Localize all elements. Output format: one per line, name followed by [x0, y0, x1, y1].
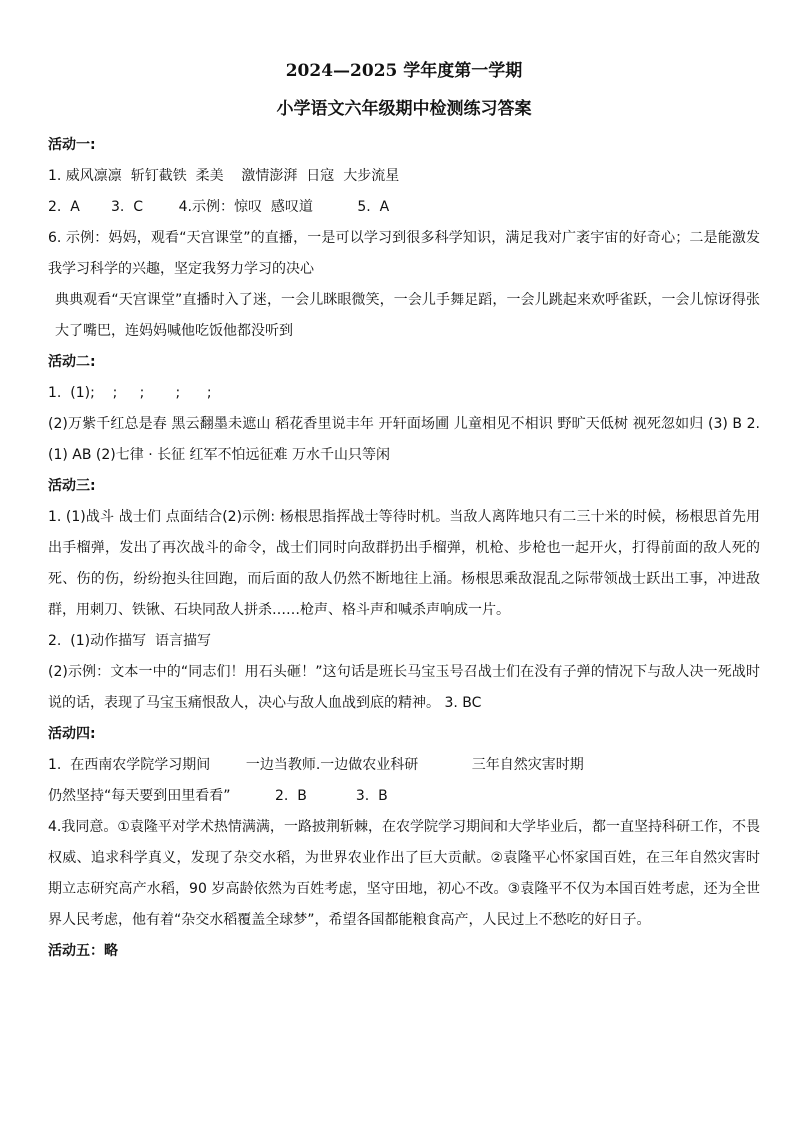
answer-paragraph: 1. (1)战斗 战士们 点面结合(2)示例: 杨根思指挥战士等待时机。当敌人离阵地只有二三十米的时候，杨根思首先用出手榴弹，发出了再次战斗的命令，战士们同时向敌群扔出手榴弹，机枪、步枪也一起开火，打得前面的敌人死的死、伤的伤，纷纷抱头往回跑，而后面的敌人仍然不断地往上涌。杨根思乘敌混乱之际带领战士跃出工事，冲进敌群，用刺刀、铁锹、石块同敌人拼杀……枪声、格斗声和喊杀声响成一片。 [48, 509, 760, 618]
answer-line: 1. 在西南农学院学习期间 一边当教师.一边做农业科研 三年自然灾害时期 [48, 757, 584, 773]
section-heading: 活动二: [48, 354, 96, 370]
page-subtitle: 小学语文六年级期中检测练习答案 [276, 99, 532, 119]
section-activity-5 [48, 936, 760, 967]
section-activity-4 [48, 719, 760, 936]
answer-line: 1. (1); ; ; ; ; [48, 385, 212, 401]
answer-sheet [48, 56, 760, 967]
section-heading: 活动五：略 [48, 943, 118, 959]
answer-paragraph: (2)示例：文本一中的“同志们！用石头砸！”这句话是班长马宝玉号召战士们在没有子弹的情况下与敌人决一死战时说的话，表现了马宝玉痛恨敌人，决心与敌人血战到底的精神。 3. BC [48, 664, 760, 711]
section-heading: 活动四: [48, 726, 96, 742]
page-title: 2024—2025 学年度第一学期 [285, 61, 523, 81]
section-heading: 活动三: [48, 478, 96, 494]
answer-line: 仍然坚持“每天要到田里看看” 2. B 3. B [48, 788, 388, 804]
answer-line: 2. A 3. C 4.示例：惊叹 感叹道 5. A [48, 199, 390, 215]
answer-line: 1. 威风凛凛 斩钉截铁 柔美 激情澎湃 日寇 大步流星 [48, 168, 400, 184]
section-heading: 活动一: [48, 137, 96, 153]
section-activity-1 [48, 130, 760, 347]
answer-paragraph: 典典观看“天宫课堂”直播时入了迷，一会儿眯眼微笑，一会儿手舞足蹈，一会儿跳起来欢呼雀跃，一会儿惊讶得张大了嘴巴，连妈妈喊他吃饭他都没听到 [55, 292, 760, 339]
answer-paragraph: 6. 示例：妈妈，观看“天宫课堂”的直播，一是可以学习到很多科学知识，满足我对广袤宇宙的好奇心；二是能激发我学习科学的兴趣，坚定我努力学习的决心 [48, 230, 760, 277]
section-activity-3 [48, 471, 760, 719]
section-activity-2 [48, 347, 760, 471]
answer-paragraph: 4.我同意。①袁隆平对学术热情满满，一路披荆斩棘，在农学院学习期间和大学毕业后，都一直坚持科研工作，不畏权威、追求科学真义，发现了杂交水稻，为世界农业作出了巨大贡献。②袁隆平心怀家国百姓，在三年自然灾害时期立志研究高产水稻，90 岁高龄依然为百姓考虑，坚守田地，初心不改。③袁隆平不仅为本国百姓考虑，还为全世界人民考虑，他有着“杂交水稻覆盖全球梦”，希望各国都能粮食高产，人民过上不愁吃的好日子。 [48, 819, 760, 928]
answer-line: 2. (1)动作描写 语言描写 [48, 633, 211, 649]
answer-paragraph: (2)万紫千红总是春 黑云翻墨未遮山 稻花香里说丰年 开轩面场圃 儿童相见不相识 野旷天低树 视死忽如归 (3) B 2. (1) AB (2)七律 · 长征 红军不怕远征难 万水千山只等闲 [48, 416, 760, 463]
